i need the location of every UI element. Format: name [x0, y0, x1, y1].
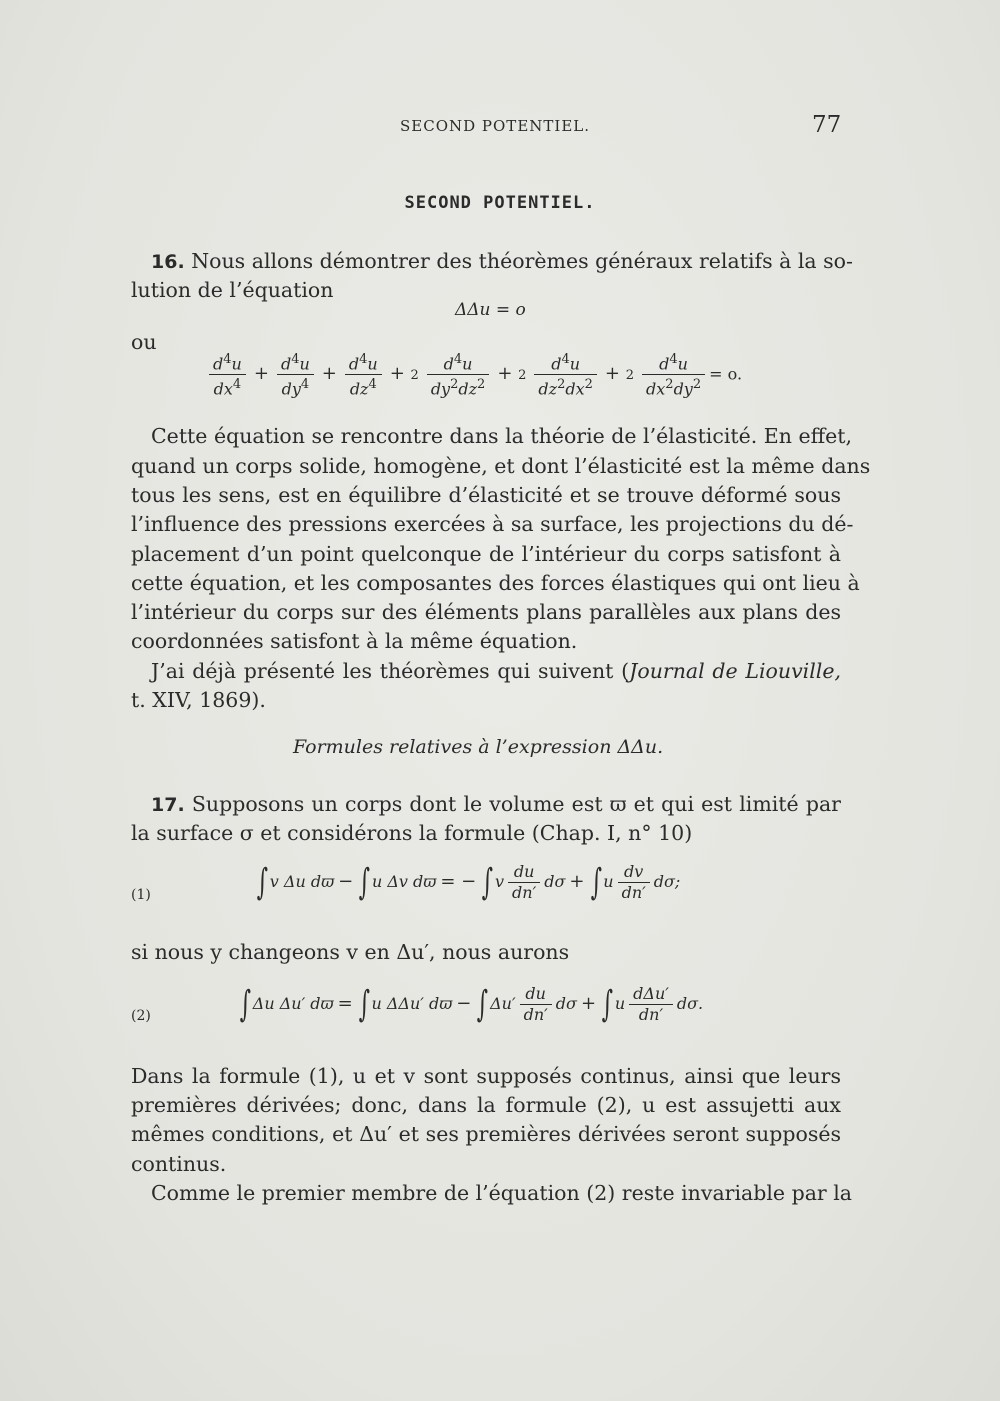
- s17-text1: Supposons un corps dont le volume est ϖ et qui est limité par: [191, 792, 841, 816]
- para1-line6: cette équation, et les composantes des forces élastiques qui ont lieu à: [131, 571, 860, 595]
- frac-d4u-dy4: $\frac{d^4u}{dy^4}$: [277, 350, 314, 400]
- para1-line2: quand un corps solide, homogène, et dont l’élasticité est la même dans: [131, 454, 871, 478]
- s16-ou: ou: [131, 330, 157, 354]
- s17-line2: la surface σ et considérons la formule (Chap. I, n° 10): [131, 821, 693, 845]
- running-title: SECOND POTENTIEL.: [400, 117, 590, 135]
- s17-number: 17.: [151, 794, 185, 816]
- s16-line1: [131, 247, 853, 277]
- frac-d4u-dz2dx2: $\frac{d^4u}{dz^2dx^2}$: [534, 350, 597, 400]
- s17-line1: [131, 790, 841, 820]
- page-number: 77: [812, 112, 842, 138]
- equation-1: ∫ v Δu dϖ − ∫ u Δv dϖ = − ∫ v $\frac{du}{dn'}$ dσ + ∫ u $\frac{dv}{dn'}$ dσ;: [256, 862, 681, 903]
- frac-d4u-dx2dy2: $\frac{d^4u}{dx^2dy^2}$: [642, 350, 705, 400]
- para3-line3: mêmes conditions, et Δu′ et ses premières dérivées seront supposés: [131, 1122, 841, 1146]
- para1-line7: l’intérieur du corps sur des éléments plans parallèles aux plans des: [131, 600, 841, 624]
- equation-1-label: (1): [131, 887, 151, 903]
- para3-line4: continus.: [131, 1152, 227, 1176]
- frac-d4u-dx4: $\frac{d^4u}{dx^4}$: [209, 350, 246, 400]
- para3-line1: Dans la formule (1), u et v sont supposés continus, ainsi que leurs: [131, 1064, 841, 1088]
- para2-line1: J’ai déjà présenté les théorèmes qui suivent (Journal de Liouville,: [151, 659, 841, 683]
- s16-line2: lution de l’équation: [131, 278, 334, 302]
- s16-number: 16.: [151, 251, 185, 273]
- para2-line2: t. XIV, 1869).: [131, 688, 266, 712]
- para1-line5: placement d’un point quelconque de l’intérieur du corps satisfont à: [131, 542, 841, 566]
- para1-line8: coordonnées satisfont à la même équation.: [131, 629, 578, 653]
- para3-line2: premières dérivées; donc, dans la formule (2), u est assujetti aux: [131, 1093, 841, 1117]
- para1-line4: l’influence des pressions exercées à sa surface, les projections du dé-: [131, 512, 854, 536]
- para1-line3: tous les sens, est en équilibre d’élasticité et se trouve déformé sous: [131, 483, 841, 507]
- frac-d4u-dy2dz2: $\frac{d^4u}{dy^2dz^2}$: [427, 350, 490, 400]
- expanded-equation: $\frac{d^4u}{dx^4}$ + $\frac{d^4u}{dy^4}$ + $\frac{d^4u}{dz^4}$ + 2 $\frac{d^4u}{dy^2dz^2}$ + 2 $\frac{d^4u}{dz^2dx^2}$ + 2 $\frac{d^4u}{dx^2dy^2}$ = o.: [205, 350, 742, 400]
- s17-mid-line: si nous y changeons v en Δu′, nous aurons: [131, 940, 570, 964]
- journal-title: Journal de Liouville,: [629, 659, 841, 683]
- equation-2: ∫ Δu Δu′ dϖ = ∫ u ΔΔu′ dϖ − ∫ Δu′ $\frac{du}{dn'}$ dσ + ∫ u $\frac{\text{dΔu′}}{dn'}$ dσ.: [239, 984, 704, 1025]
- frac-d4u-dz4: $\frac{d^4u}{dz^4}$: [345, 350, 382, 400]
- section-heading: SECOND POTENTIEL.: [404, 193, 596, 213]
- s16-text1: Nous allons démontrer des théorèmes généraux relatifs à la so-: [191, 249, 853, 273]
- equation-tail: = o.: [709, 364, 743, 384]
- equation-2-label: (2): [131, 1008, 151, 1024]
- equation-delta-delta-u: ΔΔu = o: [455, 300, 526, 320]
- para1-line1: Cette équation se rencontre dans la théorie de l’élasticité. En effet,: [151, 424, 853, 448]
- para4-line1: Comme le premier membre de l’équation (2) reste invariable par la: [151, 1181, 853, 1205]
- subsection-title: Formules relatives à l’expression ΔΔu.: [293, 736, 664, 758]
